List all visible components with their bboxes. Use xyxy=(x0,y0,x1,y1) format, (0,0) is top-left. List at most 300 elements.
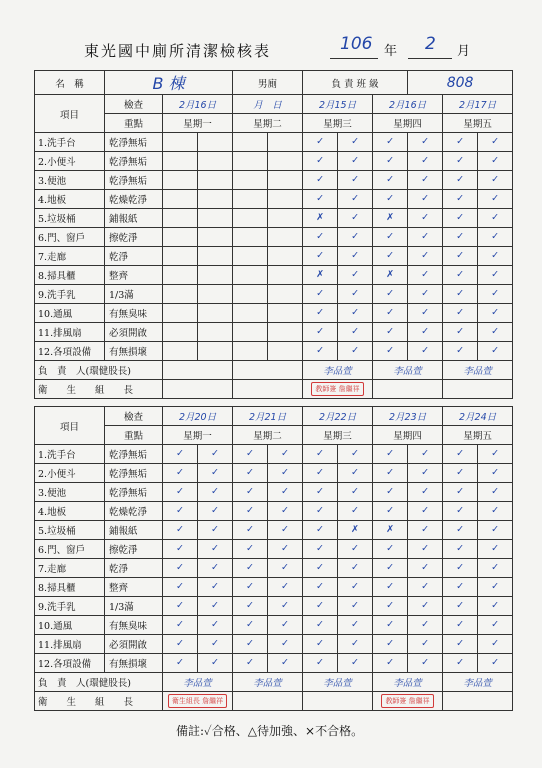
check-mark: ✓ xyxy=(268,654,303,673)
hygiene-stamp-cell xyxy=(303,380,373,399)
check-mark: ✓ xyxy=(338,483,373,502)
check-mark: ✓ xyxy=(338,597,373,616)
check-mark: ✗ xyxy=(303,209,338,228)
building-name: B 棟 xyxy=(105,71,233,95)
check-mark: ✓ xyxy=(408,228,443,247)
check-mark: ✓ xyxy=(478,654,513,673)
item-name: 2.小便斗 xyxy=(35,464,105,483)
item-name: 6.門、窗戶 xyxy=(35,228,105,247)
check-mark: ✓ xyxy=(373,635,408,654)
hygiene-stamp-cell xyxy=(233,692,303,711)
weekday-label: 星期二 xyxy=(233,114,303,133)
check-mark: ✓ xyxy=(443,654,478,673)
check-mark: ✓ xyxy=(198,464,233,483)
item-point: 有無損壞 xyxy=(105,654,163,673)
check-mark: ✓ xyxy=(233,578,268,597)
responsible-label: 負 責 人(環健股長) xyxy=(35,673,163,692)
check-mark: ✓ xyxy=(478,559,513,578)
check-mark: ✓ xyxy=(408,190,443,209)
check-mark: ✓ xyxy=(198,445,233,464)
item-name: 7.走廊 xyxy=(35,559,105,578)
check-mark: ✓ xyxy=(268,445,303,464)
item-point: 擦乾淨 xyxy=(105,540,163,559)
check-mark: ✓ xyxy=(338,445,373,464)
check-mark: ✓ xyxy=(268,559,303,578)
month-label: 月 xyxy=(457,44,471,59)
check-mark: ✓ xyxy=(408,285,443,304)
check-mark: ✓ xyxy=(303,464,338,483)
check-mark xyxy=(233,171,268,190)
check-mark: ✓ xyxy=(303,133,338,152)
page-title: 東光國中廁所清潔檢核表 xyxy=(84,42,272,60)
check-mark xyxy=(233,152,268,171)
check-mark: ✓ xyxy=(163,654,198,673)
responsible-signature: 李品萱 xyxy=(303,361,373,380)
check-mark: ✓ xyxy=(338,190,373,209)
check-mark: ✓ xyxy=(443,521,478,540)
check-mark: ✓ xyxy=(163,597,198,616)
check-mark: ✓ xyxy=(338,285,373,304)
check-mark: ✓ xyxy=(408,209,443,228)
check-mark: ✓ xyxy=(268,578,303,597)
check-mark xyxy=(198,133,233,152)
check-mark: ✓ xyxy=(338,578,373,597)
weekday-label: 星期一 xyxy=(163,426,233,445)
check-mark: ✓ xyxy=(443,133,478,152)
check-mark: ✓ xyxy=(478,247,513,266)
responsible-signature: 李品萱 xyxy=(373,361,443,380)
check-mark: ✓ xyxy=(443,342,478,361)
item-name: 9.洗手乳 xyxy=(35,597,105,616)
check-mark xyxy=(163,247,198,266)
check-mark xyxy=(198,304,233,323)
check-mark: ✓ xyxy=(198,483,233,502)
check-mark: ✓ xyxy=(163,445,198,464)
check-mark: ✓ xyxy=(408,171,443,190)
check-mark: ✓ xyxy=(443,209,478,228)
check-mark: ✓ xyxy=(443,502,478,521)
item-point: 鋪報紙 xyxy=(105,521,163,540)
responsible-signature xyxy=(233,361,303,380)
check-mark xyxy=(268,190,303,209)
item-point: 擦乾淨 xyxy=(105,228,163,247)
check-mark xyxy=(198,209,233,228)
check-mark xyxy=(198,285,233,304)
hygiene-stamp-cell xyxy=(303,692,373,711)
check-mark xyxy=(198,152,233,171)
check-mark: ✓ xyxy=(478,228,513,247)
check-mark: ✓ xyxy=(373,323,408,342)
check-mark: ✓ xyxy=(443,171,478,190)
check-mark: ✓ xyxy=(163,502,198,521)
item-name: 5.垃圾桶 xyxy=(35,521,105,540)
check-mark xyxy=(163,228,198,247)
check-mark xyxy=(233,190,268,209)
item-point: 有無損壞 xyxy=(105,342,163,361)
item-point: 1/3滿 xyxy=(105,597,163,616)
item-name: 2.小便斗 xyxy=(35,152,105,171)
check-mark: ✓ xyxy=(373,133,408,152)
check-mark xyxy=(268,342,303,361)
check-mark xyxy=(163,133,198,152)
check-mark: ✓ xyxy=(478,304,513,323)
check-mark: ✓ xyxy=(373,578,408,597)
class-value: 808 xyxy=(408,71,513,95)
check-mark: ✓ xyxy=(338,654,373,673)
day-date: 2月16日 xyxy=(373,95,443,114)
check-mark: ✓ xyxy=(443,285,478,304)
item-point: 有無臭味 xyxy=(105,304,163,323)
check-mark: ✓ xyxy=(443,228,478,247)
check-mark: ✓ xyxy=(163,578,198,597)
check-mark: ✓ xyxy=(408,464,443,483)
check-mark: ✓ xyxy=(268,521,303,540)
year-value: 106 xyxy=(340,34,373,54)
check-header: 檢查 xyxy=(105,407,163,426)
check-mark: ✓ xyxy=(443,559,478,578)
check-mark: ✓ xyxy=(478,285,513,304)
item-name: 9.洗手乳 xyxy=(35,285,105,304)
check-mark: ✓ xyxy=(408,304,443,323)
check-mark: ✓ xyxy=(338,228,373,247)
hygiene-stamp-cell xyxy=(233,380,303,399)
item-name: 10.通風 xyxy=(35,304,105,323)
check-mark: ✓ xyxy=(303,654,338,673)
check-mark xyxy=(163,209,198,228)
responsible-signature: 李品萱 xyxy=(233,673,303,692)
item-point: 乾淨無垢 xyxy=(105,483,163,502)
check-mark: ✓ xyxy=(478,540,513,559)
check-mark: ✓ xyxy=(408,445,443,464)
check-mark: ✗ xyxy=(373,521,408,540)
check-mark: ✓ xyxy=(268,635,303,654)
weekday-label: 星期四 xyxy=(373,114,443,133)
check-mark: ✓ xyxy=(373,483,408,502)
check-mark: ✓ xyxy=(163,483,198,502)
check-mark: ✓ xyxy=(303,540,338,559)
check-mark: ✓ xyxy=(478,597,513,616)
check-mark: ✓ xyxy=(408,323,443,342)
check-mark: ✓ xyxy=(408,266,443,285)
check-mark xyxy=(198,171,233,190)
check-mark xyxy=(233,209,268,228)
check-mark: ✓ xyxy=(303,445,338,464)
hygiene-stamp-cell xyxy=(443,380,513,399)
check-mark: ✗ xyxy=(373,209,408,228)
check-mark: ✓ xyxy=(233,521,268,540)
check-mark xyxy=(163,285,198,304)
item-name: 3.便池 xyxy=(35,171,105,190)
responsible-signature: 李品萱 xyxy=(163,673,233,692)
check-mark xyxy=(268,266,303,285)
item-point: 有無臭味 xyxy=(105,616,163,635)
hygiene-stamp: 衛生組長 詹繼祥 xyxy=(168,694,227,708)
weekday-label: 星期四 xyxy=(373,426,443,445)
check-mark: ✓ xyxy=(478,464,513,483)
item-name: 12.各項設備 xyxy=(35,654,105,673)
check-mark: ✓ xyxy=(233,559,268,578)
check-mark xyxy=(163,171,198,190)
check-mark: ✓ xyxy=(303,578,338,597)
focus-header: 重點 xyxy=(105,114,163,133)
weekday-label: 星期一 xyxy=(163,114,233,133)
footer-note: 備註:✓合格、△待加強、×不合格。 xyxy=(176,724,364,738)
check-mark xyxy=(268,304,303,323)
day-date: 2月17日 xyxy=(443,95,513,114)
check-mark: ✓ xyxy=(373,597,408,616)
check-mark: ✓ xyxy=(198,540,233,559)
check-mark: ✓ xyxy=(338,304,373,323)
item-name: 4.地板 xyxy=(35,502,105,521)
check-mark: ✓ xyxy=(408,152,443,171)
item-point: 乾淨無垢 xyxy=(105,464,163,483)
check-mark: ✓ xyxy=(303,171,338,190)
check-mark: ✓ xyxy=(303,285,338,304)
check-mark xyxy=(268,171,303,190)
check-mark xyxy=(163,304,198,323)
check-mark xyxy=(198,228,233,247)
check-mark: ✓ xyxy=(373,247,408,266)
check-mark: ✓ xyxy=(303,635,338,654)
item-point: 乾淨無垢 xyxy=(105,133,163,152)
check-mark: ✓ xyxy=(303,597,338,616)
check-mark xyxy=(268,152,303,171)
check-mark: ✓ xyxy=(268,616,303,635)
check-mark xyxy=(198,247,233,266)
check-mark: ✓ xyxy=(373,342,408,361)
check-mark: ✓ xyxy=(408,521,443,540)
check-mark: ✓ xyxy=(443,247,478,266)
check-mark: ✓ xyxy=(303,152,338,171)
check-mark: ✓ xyxy=(163,559,198,578)
check-mark: ✓ xyxy=(373,190,408,209)
check-mark: ✓ xyxy=(268,483,303,502)
check-mark: ✓ xyxy=(443,635,478,654)
check-mark: ✓ xyxy=(268,464,303,483)
item-point: 必須開啟 xyxy=(105,323,163,342)
check-mark: ✓ xyxy=(408,616,443,635)
year-label: 年 xyxy=(384,44,398,59)
check-mark: ✓ xyxy=(198,502,233,521)
check-mark: ✓ xyxy=(373,228,408,247)
check-mark: ✓ xyxy=(338,323,373,342)
item-point: 鋪報紙 xyxy=(105,209,163,228)
check-mark: ✓ xyxy=(303,323,338,342)
check-mark xyxy=(233,247,268,266)
class-label: 負 責 班 級 xyxy=(303,71,408,95)
check-mark: ✓ xyxy=(338,247,373,266)
hygiene-stamp-cell xyxy=(163,380,233,399)
check-mark: ✓ xyxy=(408,578,443,597)
check-mark: ✓ xyxy=(233,445,268,464)
day-date: 月 日 xyxy=(233,95,303,114)
day-date: 2月24日 xyxy=(443,407,513,426)
check-mark: ✓ xyxy=(268,540,303,559)
item-point: 必須開啟 xyxy=(105,635,163,654)
check-mark: ✓ xyxy=(303,342,338,361)
check-mark: ✓ xyxy=(373,171,408,190)
weekday-label: 星期五 xyxy=(443,426,513,445)
check-mark xyxy=(163,190,198,209)
item-point: 乾燥乾淨 xyxy=(105,190,163,209)
check-mark: ✓ xyxy=(373,654,408,673)
check-mark: ✓ xyxy=(443,190,478,209)
check-mark: ✓ xyxy=(478,190,513,209)
item-name: 7.走廊 xyxy=(35,247,105,266)
check-mark: ✓ xyxy=(198,635,233,654)
check-mark xyxy=(198,323,233,342)
item-point: 1/3滿 xyxy=(105,285,163,304)
responsible-signature: 李品萱 xyxy=(443,361,513,380)
item-header: 項目 xyxy=(35,95,105,133)
check-mark: ✓ xyxy=(443,616,478,635)
item-name: 12.各項設備 xyxy=(35,342,105,361)
check-mark: ✓ xyxy=(373,285,408,304)
check-mark: ✓ xyxy=(408,597,443,616)
check-mark: ✓ xyxy=(233,597,268,616)
item-point: 乾燥乾淨 xyxy=(105,502,163,521)
weekday-label: 星期三 xyxy=(303,426,373,445)
check-mark: ✓ xyxy=(443,304,478,323)
check-mark xyxy=(198,342,233,361)
hygiene-stamp: 教師簽 詹繼祥 xyxy=(381,694,433,708)
check-mark xyxy=(198,266,233,285)
check-mark: ✓ xyxy=(443,578,478,597)
check-mark: ✓ xyxy=(338,152,373,171)
check-mark xyxy=(233,133,268,152)
item-name: 5.垃圾桶 xyxy=(35,209,105,228)
check-mark: ✓ xyxy=(338,342,373,361)
check-mark: ✓ xyxy=(338,171,373,190)
check-mark: ✓ xyxy=(303,483,338,502)
check-mark: ✓ xyxy=(198,616,233,635)
hygiene-stamp: 教師簽 詹繼祥 xyxy=(311,382,363,396)
check-mark: ✓ xyxy=(478,616,513,635)
check-mark: ✓ xyxy=(303,228,338,247)
check-mark xyxy=(268,133,303,152)
hygiene-label: 衛 生 組 長 xyxy=(35,380,163,399)
check-mark xyxy=(233,304,268,323)
responsible-signature: 李品萱 xyxy=(303,673,373,692)
check-mark: ✓ xyxy=(478,521,513,540)
check-mark: ✓ xyxy=(373,152,408,171)
check-mark: ✓ xyxy=(338,502,373,521)
item-point: 整齊 xyxy=(105,266,163,285)
check-mark: ✓ xyxy=(478,502,513,521)
check-mark: ✓ xyxy=(198,559,233,578)
check-mark: ✓ xyxy=(408,342,443,361)
check-mark: ✓ xyxy=(233,540,268,559)
check-mark: ✓ xyxy=(408,133,443,152)
check-mark: ✗ xyxy=(338,521,373,540)
check-mark xyxy=(233,342,268,361)
check-mark: ✓ xyxy=(338,133,373,152)
hygiene-stamp-cell xyxy=(443,692,513,711)
check-mark: ✓ xyxy=(338,464,373,483)
day-date: 2月21日 xyxy=(233,407,303,426)
check-mark xyxy=(163,266,198,285)
check-mark: ✓ xyxy=(443,540,478,559)
check-mark: ✓ xyxy=(478,133,513,152)
check-mark: ✓ xyxy=(303,190,338,209)
check-mark: ✓ xyxy=(163,540,198,559)
check-mark: ✓ xyxy=(338,559,373,578)
check-mark: ✓ xyxy=(338,209,373,228)
inspection-table-week1 xyxy=(34,70,513,399)
check-mark: ✓ xyxy=(338,616,373,635)
item-name: 1.洗手台 xyxy=(35,445,105,464)
item-name: 8.掃具櫃 xyxy=(35,266,105,285)
hygiene-label: 衛 生 組 長 xyxy=(35,692,163,711)
hygiene-stamp-cell xyxy=(373,380,443,399)
item-point: 乾淨 xyxy=(105,559,163,578)
item-name: 3.便池 xyxy=(35,483,105,502)
item-point: 乾淨無垢 xyxy=(105,152,163,171)
responsible-signature xyxy=(163,361,233,380)
check-mark: ✓ xyxy=(443,152,478,171)
check-mark xyxy=(268,247,303,266)
item-name: 11.排風扇 xyxy=(35,635,105,654)
check-mark: ✓ xyxy=(268,502,303,521)
check-mark: ✓ xyxy=(233,654,268,673)
check-mark: ✓ xyxy=(373,559,408,578)
check-mark xyxy=(233,266,268,285)
weekday-label: 星期三 xyxy=(303,114,373,133)
item-name: 6.門、窗戶 xyxy=(35,540,105,559)
item-header: 項目 xyxy=(35,407,105,445)
check-mark: ✓ xyxy=(408,247,443,266)
check-mark: ✓ xyxy=(338,540,373,559)
check-mark: ✓ xyxy=(478,323,513,342)
check-mark: ✓ xyxy=(233,483,268,502)
check-mark: ✓ xyxy=(303,521,338,540)
check-mark: ✓ xyxy=(233,502,268,521)
item-point: 整齊 xyxy=(105,578,163,597)
check-mark xyxy=(163,323,198,342)
item-name: 10.通風 xyxy=(35,616,105,635)
check-mark: ✓ xyxy=(373,502,408,521)
day-date: 2月22日 xyxy=(303,407,373,426)
hygiene-stamp-cell xyxy=(163,692,233,711)
check-mark xyxy=(268,323,303,342)
check-mark: ✓ xyxy=(373,304,408,323)
check-mark: ✓ xyxy=(303,502,338,521)
item-point: 乾淨無垢 xyxy=(105,171,163,190)
toilet-type: 男廁 xyxy=(233,71,303,95)
check-mark: ✓ xyxy=(408,559,443,578)
check-mark: ✓ xyxy=(373,445,408,464)
focus-header: 重點 xyxy=(105,426,163,445)
day-date: 2月20日 xyxy=(163,407,233,426)
check-mark xyxy=(268,209,303,228)
check-mark: ✓ xyxy=(373,616,408,635)
check-mark: ✓ xyxy=(303,304,338,323)
check-mark: ✓ xyxy=(408,540,443,559)
check-mark: ✓ xyxy=(163,521,198,540)
check-mark: ✓ xyxy=(408,654,443,673)
check-mark: ✓ xyxy=(478,342,513,361)
check-mark: ✓ xyxy=(198,654,233,673)
check-mark: ✓ xyxy=(478,171,513,190)
check-mark: ✓ xyxy=(408,635,443,654)
day-date: 2月23日 xyxy=(373,407,443,426)
check-mark: ✓ xyxy=(198,578,233,597)
check-mark: ✓ xyxy=(233,616,268,635)
check-mark xyxy=(233,323,268,342)
weekday-label: 星期五 xyxy=(443,114,513,133)
check-header: 檢查 xyxy=(105,95,163,114)
hygiene-stamp-cell xyxy=(373,692,443,711)
